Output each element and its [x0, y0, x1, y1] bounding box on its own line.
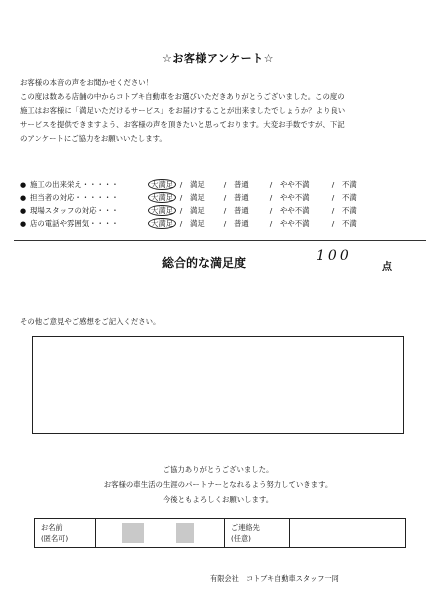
rating-option-cell — [342, 205, 372, 216]
rating-option-cell — [190, 218, 216, 229]
rating-option[interactable]: 大満足 — [148, 179, 176, 190]
intro-line: 施工はお客様に「満足いただけるサービス」をお届けすることが出来ましたでしょうか？より良い — [20, 106, 346, 115]
rating-option-cell — [234, 218, 262, 229]
option-separator: / — [269, 206, 273, 215]
rating-option[interactable]: 不満 — [342, 206, 357, 215]
bullet-icon: ● — [20, 180, 27, 189]
rating-option[interactable]: 満足 — [190, 219, 205, 228]
option-separator: / — [269, 180, 273, 189]
rating-option-cell — [148, 205, 172, 216]
name-label-cell — [35, 519, 96, 547]
contact-form — [34, 518, 406, 548]
rating-option[interactable]: 普通 — [234, 193, 249, 202]
option-separator: / — [179, 206, 183, 215]
rating-option-cell — [190, 192, 216, 203]
rating-option[interactable]: やや不満 — [280, 193, 310, 202]
option-separator: / — [331, 180, 335, 189]
option-separator: / — [269, 193, 273, 202]
rating-option[interactable]: 大満足 — [148, 205, 176, 216]
thanks-line: お客様の車生活の生涯のパートナーとなれるよう努力していきます。 — [103, 480, 333, 489]
overall-score-value[interactable]: 100 — [316, 248, 352, 264]
rating-option[interactable]: やや不満 — [280, 219, 310, 228]
rating-row — [20, 217, 420, 230]
rating-item-label: 現場スタッフの対応・・・ — [30, 206, 119, 215]
survey-title: ☆お客様アンケート☆ — [161, 52, 275, 65]
intro-line: のアンケートにご協力をお願いいたします。 — [20, 134, 167, 143]
option-separator: / — [331, 193, 335, 202]
company-footer: 有限会社 コトブキ自動車スタッフ一同 — [210, 574, 339, 583]
name-field[interactable] — [96, 519, 225, 547]
rating-option-cell — [234, 179, 262, 190]
comment-box[interactable] — [32, 336, 404, 434]
name-sublabel: (匿名可) — [41, 534, 69, 543]
rating-option-cell — [148, 218, 172, 229]
rating-option[interactable]: 満足 — [190, 180, 205, 189]
rating-option-cell — [148, 179, 172, 190]
option-separator: / — [223, 206, 227, 215]
rating-item-label: 担当者の対応・・・・・・ — [30, 193, 119, 202]
rating-row — [20, 178, 420, 191]
rating-option-cell — [342, 218, 372, 229]
contact-label-cell — [225, 519, 290, 547]
rating-option[interactable]: 普通 — [234, 219, 249, 228]
rating-option-cell — [342, 192, 372, 203]
rating-option[interactable]: 満足 — [190, 206, 205, 215]
rating-option[interactable]: 大満足 — [148, 218, 176, 229]
option-separator: / — [223, 193, 227, 202]
option-separator: / — [179, 193, 183, 202]
rating-option-cell — [280, 218, 324, 229]
rating-item-label: 施工の出来栄え・・・・・ — [30, 180, 119, 189]
rating-row — [20, 191, 420, 204]
contact-field[interactable] — [290, 519, 405, 547]
rating-item-label: 店の電話や雰囲気・・・・ — [30, 219, 119, 228]
rating-option-cell — [280, 205, 324, 216]
redacted-name-block — [176, 523, 194, 543]
rating-option[interactable]: 満足 — [190, 193, 205, 202]
rating-option[interactable]: やや不満 — [280, 180, 310, 189]
overall-satisfaction-label: 総合的な満足度 — [162, 256, 247, 270]
bullet-icon: ● — [20, 193, 27, 202]
overall-score-unit: 点 — [382, 262, 392, 273]
rating-option-cell — [280, 179, 324, 190]
rating-option-cell — [342, 179, 372, 190]
contact-sublabel: (任意) — [231, 534, 251, 543]
rating-option-cell — [148, 192, 172, 203]
redacted-name-block — [122, 523, 144, 543]
rating-option[interactable]: 大満足 — [148, 192, 176, 203]
rating-option-cell — [234, 205, 262, 216]
option-separator: / — [223, 180, 227, 189]
intro-line: サービスを提供できますよう、お客様の声を頂きたいと思っております。大変お手数ですが、下記 — [20, 120, 345, 129]
rating-option-cell — [234, 192, 262, 203]
rating-option[interactable]: 普通 — [234, 206, 249, 215]
option-separator: / — [179, 219, 183, 228]
intro-line: この度は数ある店舗の中からコトブキ自動車をお選びいただきありがとうございました。この度の — [20, 92, 345, 101]
rating-option-cell — [190, 205, 216, 216]
thanks-line: ご協力ありがとうございました。 — [162, 465, 274, 474]
rating-option[interactable]: 不満 — [342, 193, 357, 202]
comment-label: その他ご意見やご感想をご記入ください。 — [20, 317, 161, 326]
rating-option[interactable]: 不満 — [342, 219, 357, 228]
rating-option[interactable]: やや不満 — [280, 206, 310, 215]
option-separator: / — [179, 180, 183, 189]
contact-label: ご連絡先 — [231, 523, 260, 532]
option-separator: / — [331, 219, 335, 228]
thanks-line: 今後ともよろしくお願いします。 — [162, 495, 274, 504]
bullet-icon: ● — [20, 206, 27, 215]
rating-row — [20, 204, 420, 217]
rating-option-cell — [190, 179, 216, 190]
rating-table — [20, 178, 420, 230]
intro-line: お客様の本音の声をお聞かせください！ — [20, 78, 154, 87]
rating-option[interactable]: 不満 — [342, 180, 357, 189]
bullet-icon: ● — [20, 219, 27, 228]
option-separator: / — [331, 206, 335, 215]
intro-text — [20, 76, 420, 146]
name-label: お名前 — [41, 523, 63, 532]
option-separator: / — [223, 219, 227, 228]
divider — [14, 240, 426, 241]
thanks-message — [0, 462, 436, 507]
rating-option-cell — [280, 192, 324, 203]
option-separator: / — [269, 219, 273, 228]
rating-option[interactable]: 普通 — [234, 180, 249, 189]
